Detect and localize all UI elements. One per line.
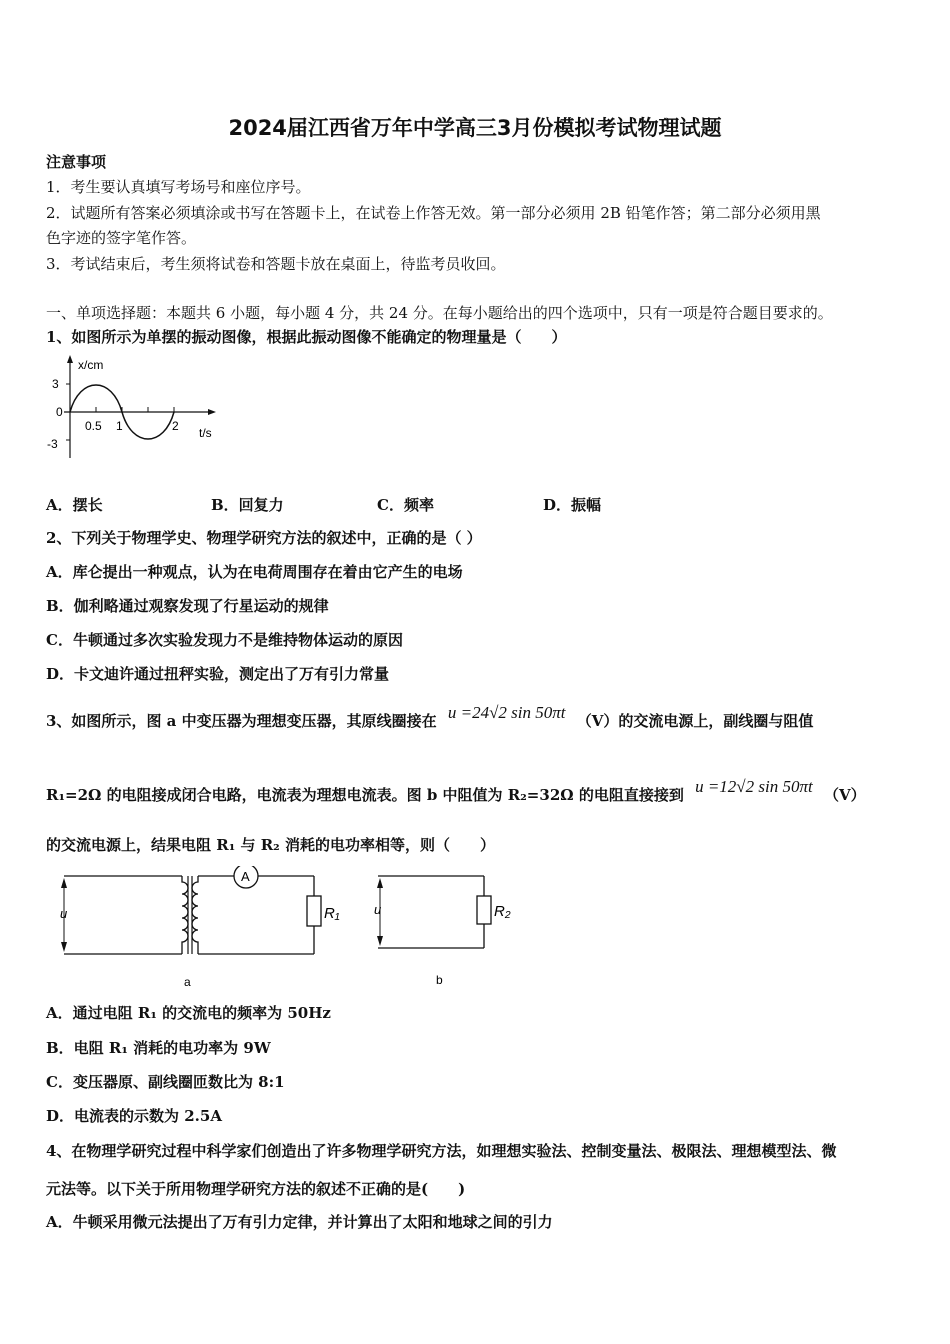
notice-item: 2．试题所有答案必须填涂或书写在答题卡上，在试卷上作答无效。第一部分必须用 2B 铅笔作答；第二部分必须用黑 bbox=[46, 204, 821, 222]
y-axis-arrow bbox=[67, 355, 73, 363]
q2-stem: 2、下列关于物理学史、物理学研究方法的叙述中，正确的是（ ） bbox=[46, 529, 482, 547]
circuit-diagram-svg bbox=[54, 866, 534, 996]
q2-option-d: D．卡文迪许通过扭秤实验，测定出了万有引力常量 bbox=[46, 665, 390, 683]
page-title: 2024届江西省万年中学高三3月份模拟考试物理试题 bbox=[228, 116, 722, 140]
q1-option-a: A．摆长 bbox=[46, 496, 103, 514]
q2-option-c: C．牛顿通过多次实验发现力不是维持物体运动的原因 bbox=[46, 631, 403, 649]
q3-option-a: A．通过电阻 R₁ 的交流电的频率为 50Hz bbox=[46, 1004, 331, 1022]
q3-formula-2: u =12√2 sin 50πt bbox=[695, 777, 813, 796]
q4-stem-line2: 元法等。以下关于所用物理学研究方法的叙述不正确的是( ) bbox=[46, 1180, 466, 1198]
q3-stem-a: 3、如图所示，图 a 中变压器为理想变压器，其原线圈接在 bbox=[46, 712, 437, 730]
r2-label: R₂ bbox=[494, 903, 511, 920]
tick-label-0-5: 0.5 bbox=[85, 419, 102, 433]
q1-stem: 1、如图所示为单摆的振动图像，根据此振动图像不能确定的物理量是（ ） bbox=[46, 328, 567, 346]
ammeter-label: A bbox=[241, 869, 250, 884]
r1-label: R₁ bbox=[324, 905, 340, 922]
tick-label-2: 2 bbox=[172, 419, 179, 433]
u-arrow-head-top-left bbox=[61, 878, 67, 888]
q3-stem-b: （V）的交流电源上，副线圈与阻值 bbox=[576, 712, 814, 730]
q3-stem-line3: 的交流电源上，结果电阻 R₁ 与 R₂ 消耗的电功率相等，则（ ） bbox=[46, 836, 495, 854]
secondary-coil bbox=[192, 876, 198, 954]
origin-label: 0 bbox=[56, 405, 63, 419]
notice-item: 色字迹的签字笔作答。 bbox=[46, 229, 197, 247]
q3-stem-c: R₁=2Ω 的电阻接成闭合电路，电流表为理想电流表。图 b 中阻值为 R₂=32Ω 的电阻直接接到 bbox=[46, 786, 684, 804]
q1-option-c: C．频率 bbox=[377, 496, 434, 514]
q2-option-a: A．库仑提出一种观点，认为在电荷周围存在着由它产生的电场 bbox=[46, 563, 463, 581]
y-axis-label: x/cm bbox=[78, 358, 104, 372]
notice-item: 3．考试结束后，考生须将试卷和答题卡放在桌面上，待监考员收回。 bbox=[46, 255, 506, 273]
oscillation-graph bbox=[44, 352, 234, 471]
u-arrow-head-bottom-right bbox=[377, 936, 383, 946]
q3-stem-line1 bbox=[46, 703, 814, 731]
u-label-a: u bbox=[60, 906, 68, 921]
x-axis-label: t/s bbox=[199, 426, 212, 440]
notice-heading: 注意事项 bbox=[46, 153, 107, 171]
y-top-label: 3 bbox=[52, 377, 59, 391]
resistor-r2 bbox=[477, 896, 491, 924]
q3-option-c: C．变压器原、副线圈匝数比为 8:1 bbox=[46, 1073, 285, 1091]
u-arrow-head-bottom-left bbox=[61, 942, 67, 952]
u-label-b: u bbox=[374, 902, 382, 917]
tick-label-1: 1 bbox=[116, 419, 123, 433]
q3-option-b: B．电阻 R₁ 消耗的电功率为 9W bbox=[46, 1039, 271, 1057]
q4-stem-line1: 4、在物理学研究过程中科学家们创造出了许多物理学研究方法，如理想实验法、控制变量法、极限法、理想模型法、微 bbox=[46, 1142, 837, 1160]
q3-option-d: D．电流表的示数为 2.5A bbox=[46, 1107, 222, 1125]
resistor-r1 bbox=[307, 896, 321, 926]
q1-option-d: D．振幅 bbox=[543, 496, 602, 514]
section-heading: 一、单项选择题：本题共 6 小题，每小题 4 分，共 24 分。在每小题给出的四个选项中，只有一项是符合题目要求的。 bbox=[46, 304, 833, 322]
q3-stem-line2 bbox=[46, 777, 866, 805]
u-arrow-head-top-right bbox=[377, 878, 383, 888]
q4-option-a: A．牛顿采用微元法提出了万有引力定律，并计算出了太阳和地球之间的引力 bbox=[46, 1213, 553, 1231]
figure-b-label: b bbox=[436, 973, 443, 987]
q2-option-b: B．伽利略通过观察发现了行星运动的规律 bbox=[46, 597, 329, 615]
x-axis-arrow bbox=[208, 409, 216, 415]
primary-coil bbox=[182, 876, 188, 954]
y-bottom-label: -3 bbox=[47, 437, 58, 451]
q3-formula-1: u =24√2 sin 50πt bbox=[447, 703, 566, 722]
oscillation-graph-svg bbox=[44, 352, 234, 467]
figure-a-label: a bbox=[184, 975, 191, 989]
q1-option-b: B．回复力 bbox=[211, 496, 284, 514]
notice-item: 1．考生要认真填写考场号和座位序号。 bbox=[46, 178, 311, 196]
q3-stem-d: （V） bbox=[823, 786, 866, 804]
circuit-diagram bbox=[54, 866, 534, 1000]
